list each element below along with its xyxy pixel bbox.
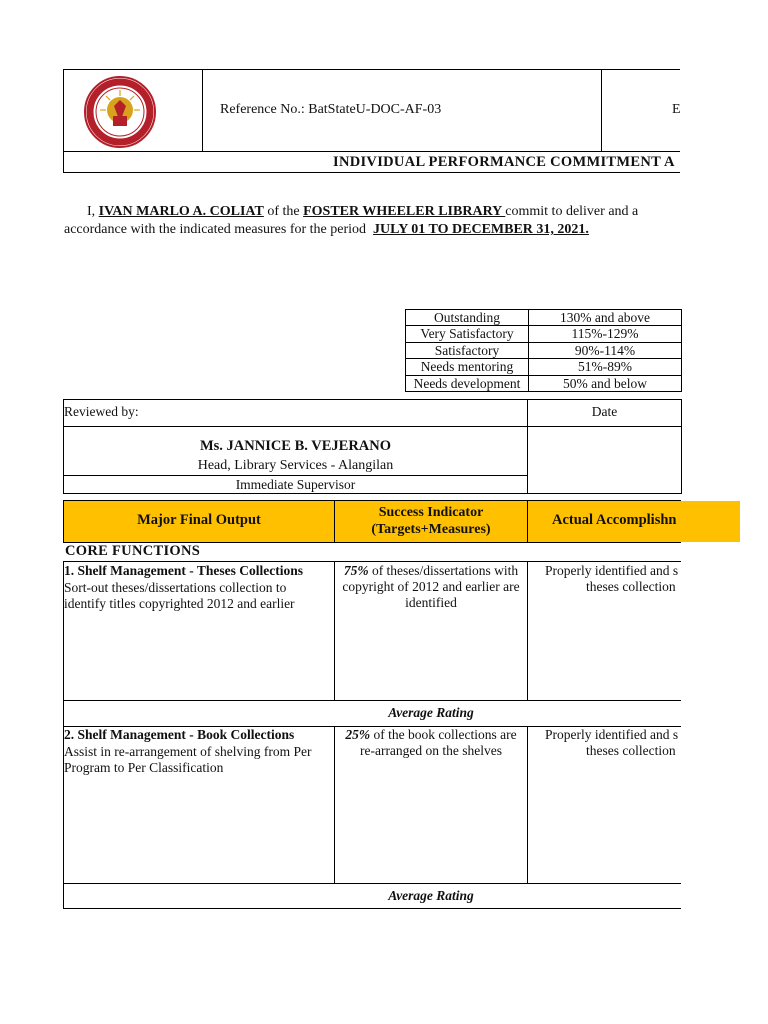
commitment-line2-prefix: accordance with the indicated measures for the period [64,222,374,237]
rating-range-needs-development: 50% and below [563,376,647,391]
reviewed-by-label: Reviewed by: [64,404,139,419]
employee-name: IVAN MARLO A. COLIAT [98,204,264,219]
actual-accomplishment [545,563,678,595]
average-rating-label: Average Rating [388,705,474,720]
column-header-mfo: Major Final Output [137,512,261,528]
mfo-title: 2. Shelf Management - Book Collections [64,727,295,742]
university-seal-logo [84,76,156,148]
commitment-text: commit to deliver and a [505,204,639,219]
column-header-actual-accomplishment: Actual Accomplishn [552,512,677,528]
mfo-description [64,580,295,612]
commitment-of-the: of the [263,204,304,219]
target-line-2: re-arranged on the shelves [359,743,503,758]
success-indicator-line-2: (Targets+Measures) [371,522,491,537]
target-line-3: identified [405,595,457,610]
commitment-prefix: I, [87,204,99,219]
rating-range-needs-mentoring: 51%-89% [578,359,632,374]
actual-line-2: theses collection [586,579,676,594]
supervisor-role: Immediate Supervisor [235,477,356,492]
form-title: INDIVIDUAL PERFORMANCE COMMITMENT A [333,154,675,170]
rating-label-very-satisfactory: Very Satisfactory [420,326,514,341]
reference-number: Reference No.: BatStateU-DOC-AF-03 [220,102,442,117]
mfo-description-line-1: Assist in re-arrangement of shelving from Per [64,744,312,759]
target-percent: 75% [343,563,369,578]
period-text: JULY 01 TO DECEMBER 31, 2021. [373,222,589,237]
target-line-1: of theses/dissertations with [368,563,519,578]
success-indicator [335,727,527,759]
commitment-line-1 [87,204,638,220]
target-line-2: copyright of 2012 and earlier are [342,579,520,594]
column-header-success-indicator [335,504,527,538]
mfo-description-line-1: Sort-out theses/dissertations collection to [64,580,287,595]
mfo-description [64,744,311,776]
mfo-title: 1. Shelf Management - Theses Collections [64,563,303,578]
actual-line-2: theses collection [586,743,676,758]
commitment-line-2 [64,222,589,238]
rating-range-very-satisfactory: 115%-129% [571,326,639,341]
rating-range-satisfactory: 90%-114% [574,343,636,358]
rating-range-outstanding: 130% and above [560,310,650,325]
office-name: FOSTER WHEELER LIBRARY [303,204,506,219]
rating-label-needs-development: Needs development [413,376,521,391]
rating-label-satisfactory: Satisfactory [434,343,500,358]
success-indicator [335,563,527,611]
target-line-1: of the book collections are [370,727,517,742]
supervisor-name: Ms. JANNICE B. VEJERANO [199,438,392,454]
rating-label-outstanding: Outstanding [434,310,500,325]
rating-label-needs-mentoring: Needs mentoring [420,359,514,374]
success-indicator-line-1: Success Indicator [378,505,484,520]
target-percent: 25% [345,727,371,742]
actual-accomplishment [545,727,678,759]
date-label: Date [591,404,618,419]
average-rating-label: Average Rating [388,888,474,903]
core-functions-label: CORE FUNCTIONS [65,543,201,559]
actual-line-1: Properly identified and s [545,563,679,578]
mfo-description-line-2: identify titles copyrighted 2012 and earlier [64,596,295,611]
mfo-description-line-2: Program to Per Classification [64,760,224,775]
actual-line-1: Properly identified and s [545,727,679,742]
supervisor-title: Head, Library Services - Alangilan [197,458,394,473]
header-right-label: E [672,102,681,117]
